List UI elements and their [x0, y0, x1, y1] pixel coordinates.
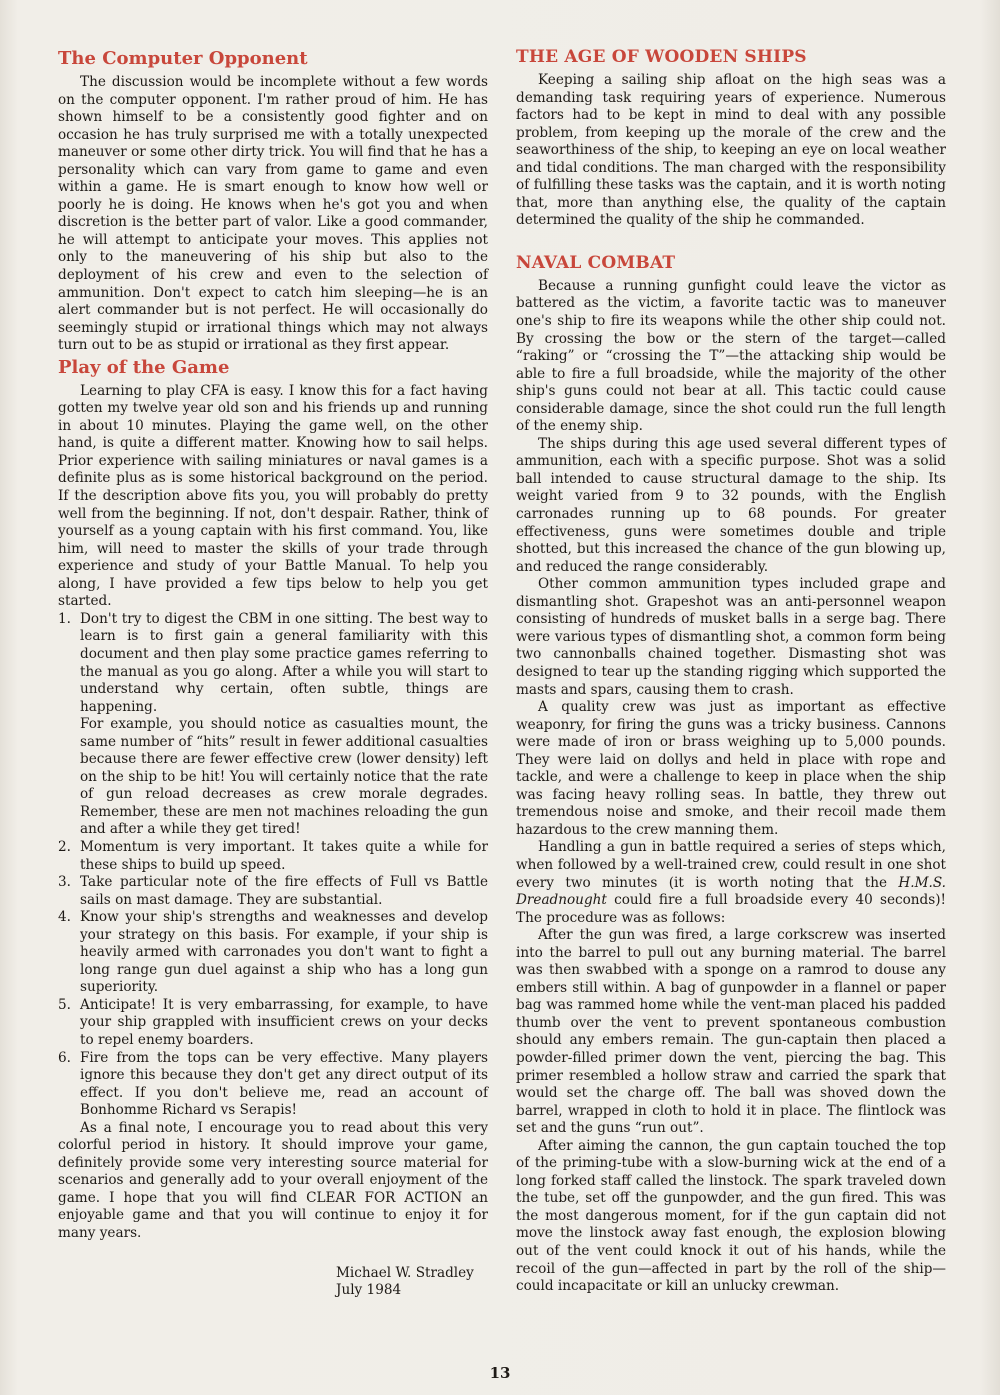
- tip-text: Momentum is very important. It takes quite a while for these ships to build up speed.: [80, 838, 488, 873]
- list-item: [58, 611, 488, 839]
- list-item: [58, 839, 488, 874]
- page-number: 13: [489, 1364, 511, 1382]
- ship-name-italic: H.M.S. Dreadnought: [516, 874, 946, 909]
- tip-number: 2.: [58, 838, 71, 855]
- list-item: [58, 997, 488, 1050]
- list-item: [58, 874, 488, 909]
- heading-computer-opponent: The Computer Opponent: [58, 48, 308, 69]
- paragraph-computer-opponent: The discussion would be incomplete without a few words on the computer opponent. I'm rather proud of him. He has shown himself to be a consistently good fighter and on occasion he has truly surprised me with a totally unexpected maneuver or some other dirty trick. You will find that he has a personality which can vary from game to game and even within a game. He is smart enough to know how well or poorly he is doing. He knows when he's got you and when discretion is the better part of valor. Like a good commander, he will attempt to anticipate your moves. This applies not only to the maneuvering of his ship but also to the deployment of his crew and even to the selection of ammunition. Don't expect to catch him sleeping—he is an alert commander but is not perfect. He will occasionally do seemingly stupid or irrational things which may not always turn out to be as stupid or irrational as they first appear.: [58, 74, 488, 354]
- paragraph-naval-combat-3: Other common ammunition types included grape and dismantling shot. Grapeshot was an anti-personnel weapon consisting of hundreds of musket balls in a serge bag. There were various types of dismantling shot, a common form being two cannonballs chained together. Dismasting shot was designed to tear up the standing rigging which supported the masts and spars, causing them to crash.: [516, 576, 946, 698]
- tips-list: [58, 611, 488, 1120]
- paragraph-naval-combat-2: The ships during this age used several different types of ammunition, each with a specific purpose. Shot was a solid ball intended to cause structural damage to the ship. Its weight varied from 9 to 32 pounds, with the English carronades running up to 68 pounds. For greater effectiveness, guns were sometimes double and triple shotted, but this increased the chance of the gun blowing up, and reduced the range considerably.: [516, 435, 946, 575]
- tip-text: Take particular note of the fire effects of Full vs Battle sails on mast damage. They are substantial.: [80, 874, 488, 908]
- signature-block: [336, 1265, 488, 1300]
- paragraph-naval-combat-7: After aiming the cannon, the gun captain touched the top of the priming-tube with a slow-burning wick at the end of a long forked staff called the linstock. The spark traveled down the tube, set off the gunpowder, and the gun fired. This was the most dangerous moment, for if the gun captain did not move the linstock away fast enough, the explosion blowing out of the vent could knock it out of his hands, while the recoil of the gun—affected in part by the roll of the ship—could incapacitate or kill an unlucky crewman.: [516, 1137, 946, 1295]
- paragraph-naval-combat-4: A quality crew was just as important as effective weaponry, for firing the guns was a tricky business. Cannons were made of iron or brass weighing up to 5,000 pounds. They were laid on dollys and held in place with rope and tackle, and were a challenge to keep in place when the ship was facing heavy rolling seas. In battle, they threw out tremendous noise and smoke, and their recoil made them hazardous to the crew manning them.: [516, 699, 946, 838]
- paragraph-age-of-wooden-ships: Keeping a sailing ship afloat on the high seas was a demanding task requiring years of experience. Numerous factors had to be kept in mind to deal with any possible problem, from keeping up the morale of the crew and the seaworthiness of the ship, to keeping an eye on local weather and tidal conditions. The man charged with the responsibility of fulfilling these tasks was the captain, and it is worth noting that, more than anything else, the quality of the captain determined the quality of the ship he commanded.: [516, 72, 946, 229]
- heading-age-of-wooden-ships: THE AGE OF WOODEN SHIPS: [516, 47, 807, 67]
- list-item: [58, 1050, 488, 1120]
- tip-text: Don't try to digest the CBM in one sitting. The best way to learn is to first gain a general familiarity with this document and then play some practice games referring to the manual as you go along. After a while you will start to understand why certain, often subtle, things are happening.: [80, 610, 488, 715]
- paragraph-naval-combat-5: [516, 839, 946, 927]
- heading-naval-combat: NAVAL COMBAT: [516, 252, 676, 273]
- tip-number: 6.: [58, 1049, 71, 1066]
- heading-play-of-the-game: Play of the Game: [58, 356, 230, 378]
- tip-number: 5.: [58, 996, 71, 1013]
- paragraph-play-of-the-game: Learning to play CFA is easy. I know this for a fact having gotten my twelve year old son and his friends up and running in about 10 minutes. Playing the game well, on the other hand, is quite a different matter. Knowing how to sail helps. Prior experience with sailing miniatures or naval games is a definite plus as is some historical background on the period. If the description above fits you, you will probably do pretty well from the beginning. If not, don't despair. Rather, think of yourself as a young captain with his first command. You, like him, will need to master the skills of your trade through experience and study of your Battle Manual. To help you along, I have provided a few tips below to help you get started.: [58, 382, 488, 610]
- paragraph-naval-combat-6: After the gun was fired, a large corkscrew was inserted into the barrel to pull out any burning material. The barrel was then swabbed with a sponge on a ramrod to douse any embers still within. A bag of gunpowder in a flannel or paper bag was rammed home while the vent-man placed his padded thumb over the vent to prevent spontaneous combustion should any embers remain. The gun-captain then placed a powder-filled primer down the vent, piercing the bag. This primer resembled a hollow straw and carried the spark that would set the charge off. The ball was shoved down the barrel, wrapped in cloth to hold it in place. The flintlock was set and the guns “run out”.: [516, 927, 946, 1137]
- paragraph-naval-combat-1: Because a running gunfight could leave the victor as battered as the victim, a favorite tactic was to maneuver one's ship to fire its weapons while the other ship could not. By crossing the bow or the stern of the target—called “raking” or “crossing the T”—the attacking ship would be able to fire a full broadside, while the majority of the other ship's guns could not bear at all. This tactic could cause considerable damage, since the shot could run the full length of the enemy ship.: [516, 277, 946, 435]
- tip-number: 4.: [58, 909, 71, 926]
- author-date: July 1984: [336, 1282, 402, 1299]
- left-column: [58, 46, 488, 1300]
- right-column: [516, 46, 946, 1296]
- tip-text: Fire from the tops can be very effective. Many players ignore this because they don't get any direct output of its effect. If you don't believe me, read an account of Bonhomme Richard vs Serapis!: [80, 1049, 488, 1119]
- tip-subtext: For example, you should notice as casualties mount, the same number of “hits” result in fewer additional casualties because there are fewer effective crew (lower density) left on the ship to be hit! You will certainly notice that the rate of gun reload decreases as crew morale degrades. Remember, these are men not machines reloading the gun and after a while they get tired!: [80, 716, 488, 838]
- paragraph-5-end: could fire a full broadside every 40 seconds)! The procedure was as follows:: [516, 892, 946, 926]
- author-name: Michael W. Stradley: [336, 1264, 474, 1281]
- list-item: [58, 909, 488, 997]
- tip-number: 1.: [58, 610, 71, 627]
- tip-number: 3.: [58, 874, 71, 891]
- paragraph-final-note: As a final note, I encourage you to read about this very colorful period in history. It should improve your game, definitely provide some very interesting source material for scenarios and generally add to your overall enjoyment of the game. I hope that you will find CLEAR FOR ACTION an enjoyable game and that you will continue to enjoy it for many years.: [58, 1119, 488, 1241]
- paragraph-5-start: Handling a gun in battle required a series of steps which, when followed by a well-trained crew, could result in one shot every two minutes (it is worth noting that the: [516, 839, 946, 891]
- tip-text: Anticipate! It is very embarrassing, for example, to have your ship grappled with insufficient crews on your decks to repel enemy boarders.: [80, 996, 488, 1048]
- tip-text: Know your ship's strengths and weaknesses and develop your strategy on this basis. For example, if your ship is heavily armed with carronades you don't want to fight a long range gun duel against a ship who has a long gun superiority.: [80, 909, 488, 996]
